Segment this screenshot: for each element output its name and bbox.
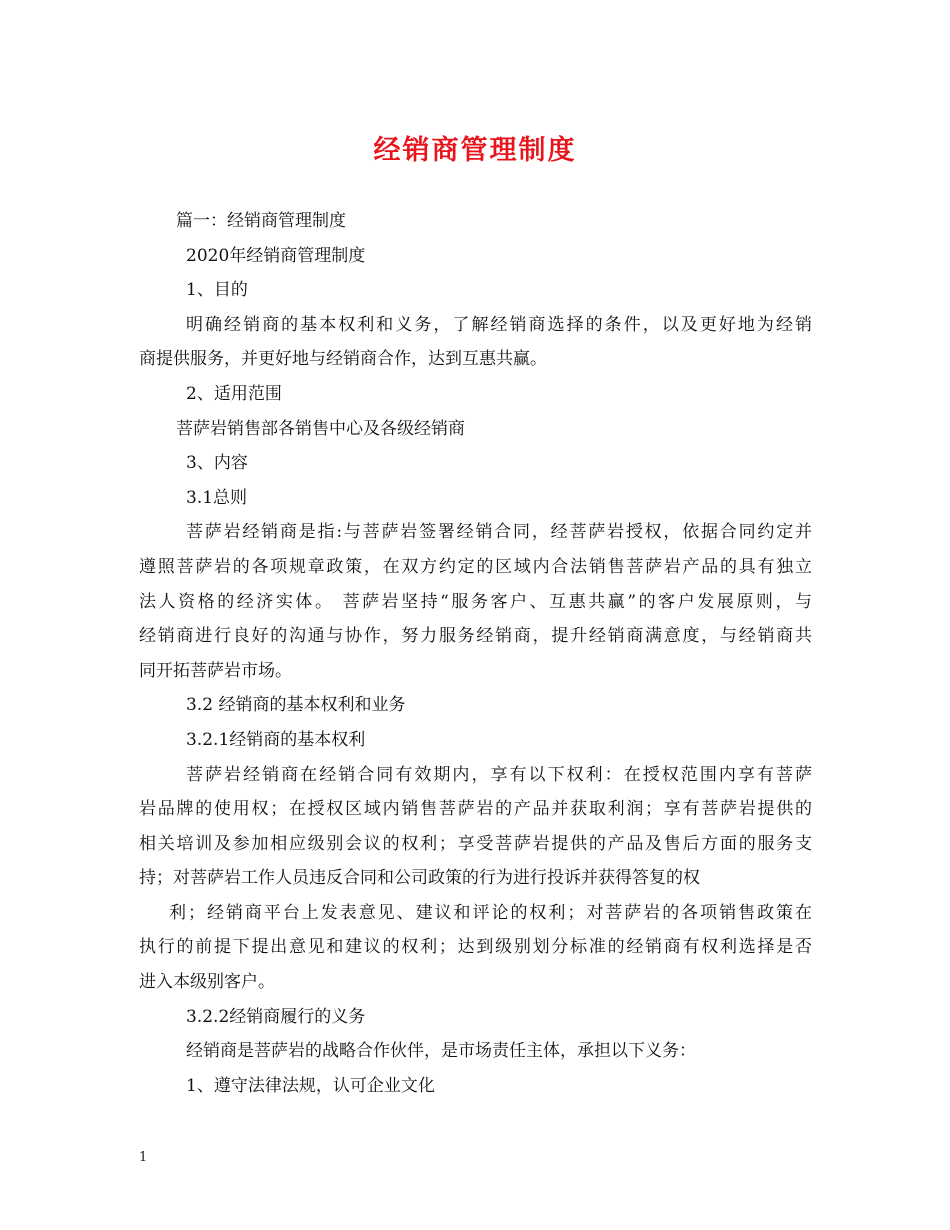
item-heading-scope: 2、适用范围 <box>186 383 282 404</box>
paragraph-line: 法人资格的经济实体。 菩萨岩坚持“服务客户、互惠共赢”的客户发展原则，与 <box>139 591 812 612</box>
section-subtitle: 2020年经销商管理制度 <box>186 245 366 266</box>
paragraph-line: 菩萨岩销售部各销售中心及各级经销商 <box>176 418 465 439</box>
paragraph-line: 岩品牌的使用权；在授权区域内销售菩萨岩的产品并获取利润；享有菩萨岩提供的 <box>139 799 812 820</box>
paragraph-line: 利；经销商平台上发表意见、建议和评论的权利；对菩萨岩的各项销售政策在 <box>169 902 812 923</box>
item-heading-duties: 3.2.2经销商履行的义务 <box>186 1006 366 1027</box>
item-heading-rights-duties: 3.2 经销商的基本权利和业务 <box>186 695 406 716</box>
paragraph-line: 遵照菩萨岩的各项规章政策，在双方约定的区域内合法销售菩萨岩产品的具有独立 <box>139 556 812 577</box>
paragraph-line: 相关培训及参加相应级别会议的权利；享受菩萨岩提供的产品及售后方面的服务支 <box>139 833 812 854</box>
paragraph-line: 菩萨岩经销商在经销合同有效期内，享有以下权利：在授权范围内享有菩萨 <box>186 764 812 785</box>
document-title: 经销商管理制度 <box>373 135 577 166</box>
paragraph-line: 经销商进行良好的沟通与协作，努力服务经销商，提升经销商满意度，与经销商共 <box>139 626 812 647</box>
paragraph-line: 商提供服务，并更好地与经销商合作，达到互惠共赢。 <box>139 349 547 370</box>
paragraph-line: 明确经销商的基本权利和义务，了解经销商选择的条件，以及更好地为经销 <box>186 314 812 335</box>
item-heading-content: 3、内容 <box>186 453 248 474</box>
paragraph-line: 菩萨岩经销商是指:与菩萨岩签署经销合同，经菩萨岩授权，依据合同约定并 <box>186 522 812 543</box>
list-item: 1、遵守法律法规，认可企业文化 <box>186 1075 435 1096</box>
section-heading: 篇一：经销商管理制度 <box>176 211 346 231</box>
paragraph-line: 持；对菩萨岩工作人员违反合同和公司政策的行为进行投诉并获得答复的权 <box>139 868 700 889</box>
page-number: 1 <box>139 1150 148 1165</box>
paragraph-line: 进入本级别客户。 <box>139 972 275 993</box>
paragraph-line: 执行的前提下提出意见和建议的权利；达到级别划分标准的经销商有权利选择是否 <box>139 937 812 958</box>
paragraph-line: 同开拓菩萨岩市场。 <box>139 660 292 681</box>
item-heading-basic-rights: 3.2.1经销商的基本权利 <box>186 729 366 750</box>
item-heading-general: 3.1总则 <box>186 487 248 508</box>
item-heading-purpose: 1、目的 <box>186 280 248 301</box>
paragraph-line: 经销商是菩萨岩的战略合作伙伴，是市场责任主体，承担以下义务： <box>186 1041 696 1062</box>
document-body <box>139 204 812 1103</box>
